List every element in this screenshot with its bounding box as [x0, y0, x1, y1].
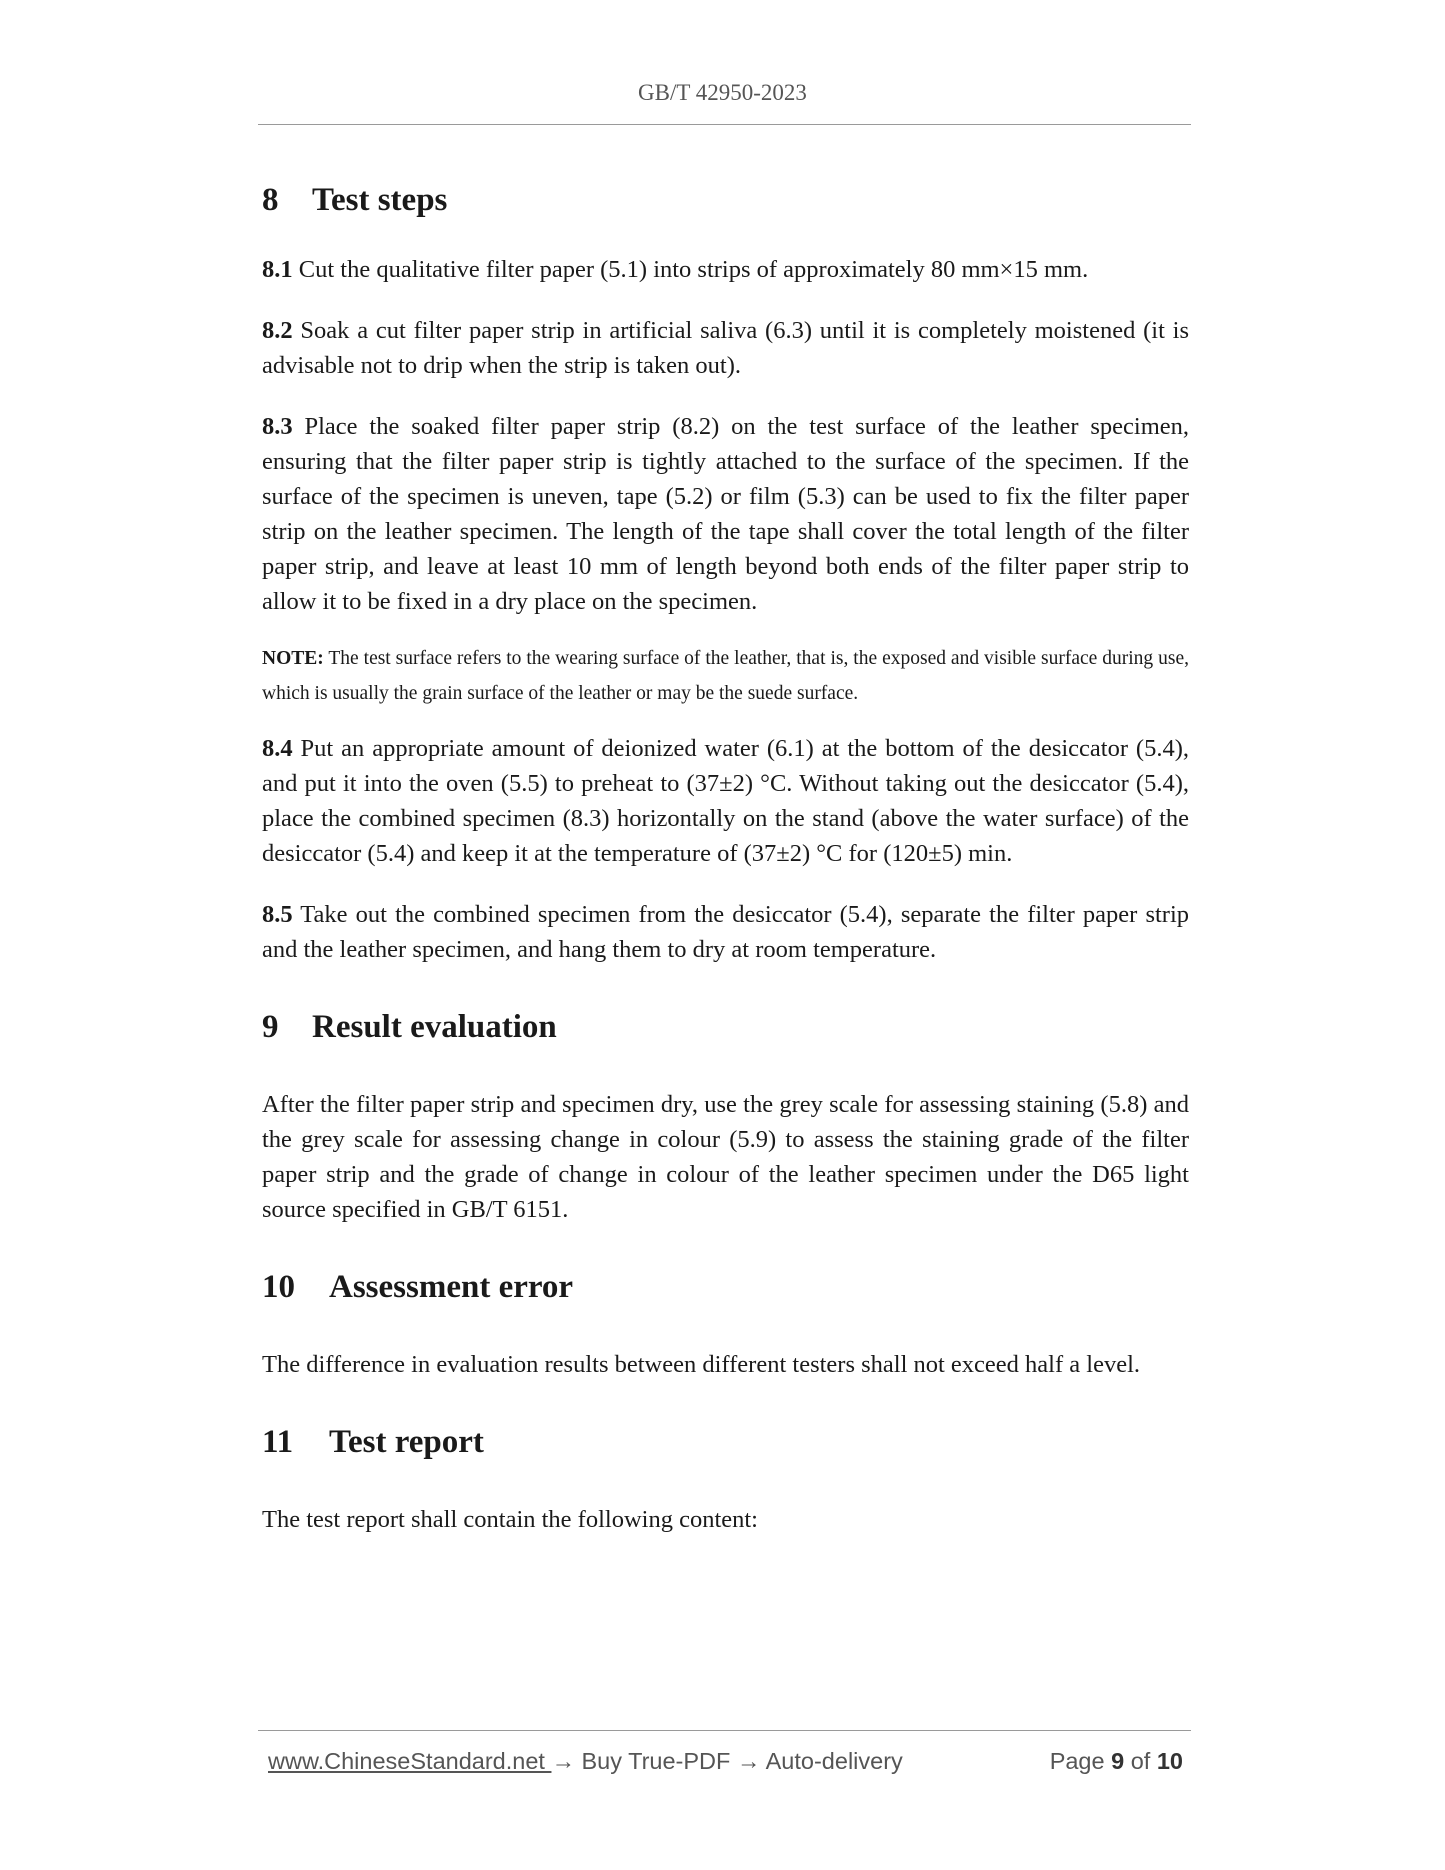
paragraph-8-4	[262, 731, 1189, 871]
section-heading-8	[262, 178, 1189, 222]
body-text: After the filter paper strip and specimen dry, use the grey scale for assessing staining (5.8) and the grey scale for assessing change in colour (5.9) to assess the staining grade of the filter paper strip and the grade of change in colour of the leather specimen under the D65 light source specified in GB/T 6151.	[262, 1091, 1189, 1223]
page-counter	[1050, 1748, 1183, 1775]
paragraph-8-5	[262, 897, 1189, 967]
section-number: 9	[262, 1009, 279, 1045]
header-divider	[258, 124, 1191, 125]
current-page: 9	[1111, 1748, 1125, 1774]
total-pages: 10	[1156, 1748, 1183, 1774]
clause-label: 8.1	[262, 256, 293, 283]
clause-label: 8.3	[262, 413, 293, 440]
clause-label: 8.4	[262, 735, 293, 762]
page-word: Page	[1049, 1748, 1105, 1774]
of-word: of	[1130, 1748, 1151, 1774]
page-footer	[268, 1748, 1183, 1780]
paragraph-8-1	[262, 252, 1189, 287]
section-title: Result evaluation	[312, 1009, 557, 1045]
body-text: The difference in evaluation results between different testers shall not exceed half a level.	[262, 1351, 1141, 1378]
clause-label: 8.5	[262, 901, 293, 928]
clause-text: Cut the qualitative filter paper (5.1) into strips of approximately 80 mm×15 mm.	[298, 256, 1089, 283]
clause-text: Take out the combined specimen from the desiccator (5.4), separate the filter paper strip and the leather specimen, and hang them to dry at room temperature.	[262, 901, 1189, 963]
section-title: Test report	[329, 1424, 484, 1460]
note-label: NOTE:	[262, 648, 324, 669]
clause-text: Put an appropriate amount of deionized water (6.1) at the bottom of the desiccator (5.4), and put it into the oven (5.5) to preheat to (37±2) °C. Without taking out the desiccator (5.4), place the combined specimen (8.3) horizontally on the stand (above the water surface) of the desiccator (5.4) and keep it at the temperature of (37±2) °C for (120±5) min.	[262, 735, 1189, 867]
document-code-header: GB/T 42950-2023	[638, 80, 807, 105]
section-heading-10	[262, 1265, 1189, 1309]
paragraph-11	[262, 1502, 1189, 1537]
section-heading-9	[262, 1005, 1189, 1049]
purchase-info: → Buy True-PDF → Auto-delivery	[551, 1748, 903, 1774]
note-paragraph	[262, 641, 1189, 711]
page-content	[262, 170, 1189, 1537]
section-heading-11	[262, 1420, 1189, 1464]
footer-links	[268, 1748, 903, 1775]
paragraph-10	[262, 1347, 1189, 1382]
body-text: The test report shall contain the following content:	[262, 1506, 758, 1533]
section-number: 8	[262, 182, 279, 218]
website-link[interactable]: www.ChineseStandard.net	[268, 1748, 552, 1774]
clause-text: Soak a cut filter paper strip in artificial saliva (6.3) until it is completely moistened (it is advisable not to drip when the strip is taken out).	[262, 317, 1190, 379]
section-number: 10	[262, 1269, 295, 1305]
clause-label: 8.2	[262, 317, 293, 344]
footer-divider	[258, 1730, 1191, 1731]
clause-text: Place the soaked filter paper strip (8.2) on the test surface of the leather specimen, ensuring that the filter paper strip is tightly attached to the surface of the specimen. If the surface of the specimen is uneven, tape (5.2) or film (5.3) can be used to fix the filter paper strip on the leather specimen. The length of the tape shall cover the total length of the filter paper strip, and leave at least 10 mm of length beyond both ends of the filter paper strip to allow it to be fixed in a dry place on the specimen.	[262, 413, 1189, 615]
section-title: Assessment error	[329, 1269, 574, 1305]
note-text: The test surface refers to the wearing surface of the leather, that is, the exposed and visible surface during use, which is usually the grain surface of the leather or may be the suede surface.	[262, 648, 1189, 704]
paragraph-9	[262, 1087, 1189, 1227]
paragraph-8-3	[262, 409, 1189, 619]
section-title: Test steps	[312, 182, 448, 218]
paragraph-8-2	[262, 313, 1189, 383]
section-number: 11	[262, 1424, 294, 1460]
